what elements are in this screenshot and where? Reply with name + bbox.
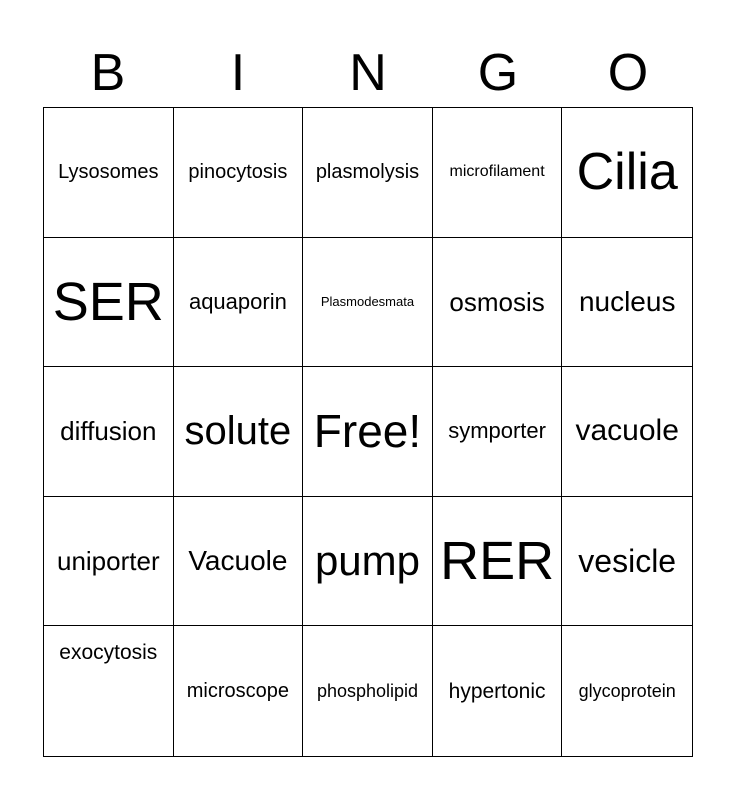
bingo-cell: SER — [44, 238, 174, 368]
bingo-cell: Cilia — [562, 108, 692, 238]
bingo-cell: glycoprotein — [578, 681, 676, 702]
bingo-cell: pump — [303, 497, 433, 627]
bingo-board — [43, 107, 693, 757]
header-letter-i: I — [230, 44, 246, 102]
bingo-cell: phospholipid — [303, 626, 433, 756]
bingo-header — [43, 42, 693, 104]
bingo-cell: vesicle — [562, 497, 692, 627]
bingo-cell: nucleus — [562, 238, 692, 368]
bingo-cell: microscope — [174, 626, 304, 756]
bingo-cell: exocytosis — [44, 626, 174, 756]
header-letter-b: B — [90, 44, 126, 102]
bingo-cell: Lysosomes — [44, 108, 174, 238]
bingo-cell: solute — [174, 367, 304, 497]
bingo-cell: plasmolysis — [303, 108, 433, 238]
bingo-cell: Vacuole — [174, 497, 304, 627]
bingo-cell: RER — [433, 497, 563, 627]
bingo-cell: pinocytosis — [174, 108, 304, 238]
bingo-cell: diffusion — [44, 367, 174, 497]
header-letter-g: G — [477, 44, 519, 102]
header-letter-n: N — [349, 44, 387, 102]
bingo-cell: osmosis — [433, 238, 563, 368]
bingo-cell: aquaporin — [174, 238, 304, 368]
bingo-cell: vacuole — [562, 367, 692, 497]
bingo-cell: uniporter — [44, 497, 174, 627]
bingo-cell: Free! — [303, 367, 433, 497]
header-letter-o: O — [607, 44, 649, 102]
bingo-cell: Plasmodesmata — [303, 238, 433, 368]
bingo-cell: hypertonic — [433, 626, 563, 756]
bingo-cell: microfilament — [433, 108, 563, 238]
bingo-cell: symporter — [433, 367, 563, 497]
